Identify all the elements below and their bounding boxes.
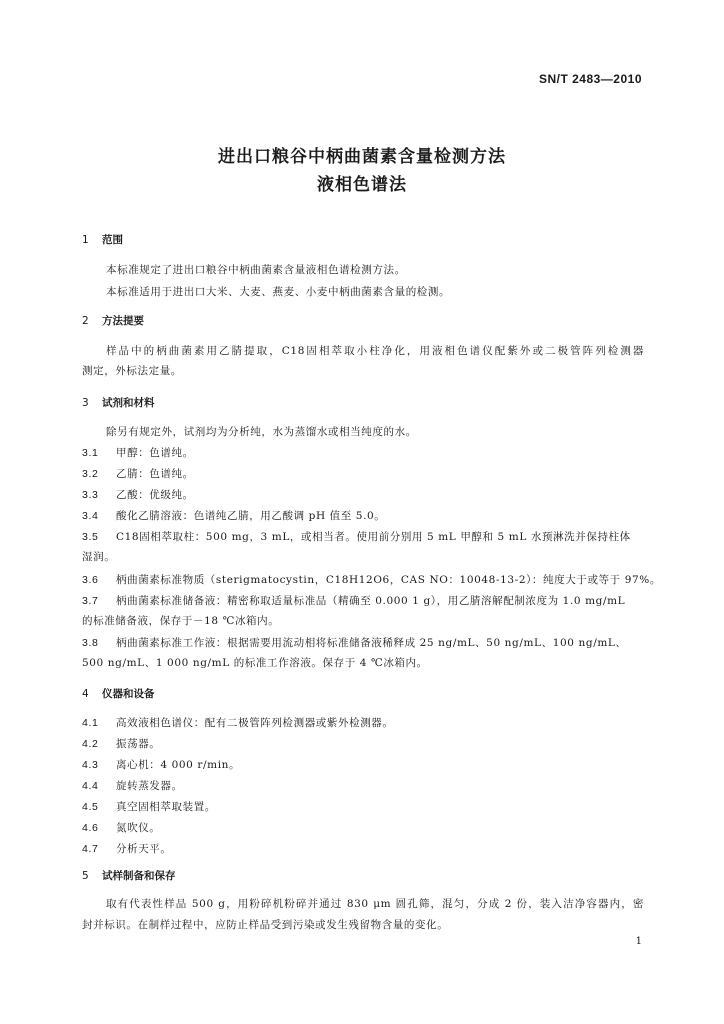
item-number: 3.7: [82, 595, 99, 607]
section-title: 范围: [102, 234, 123, 246]
section-heading-scope: [82, 232, 123, 247]
section-title: 仪器和设备: [102, 688, 155, 700]
item-number: 4.6: [82, 822, 99, 834]
paragraph-reagent-intro: 除另有规定外，试剂均为分析纯，水为蒸馏水或相当纯度的水。: [106, 426, 417, 438]
document-subtitle: 液相色谱法: [317, 175, 407, 195]
item-text: 柄曲菌素标准物质（sterigmatocystin，C18H12O6，CAS NO：10048-13-2）：纯度大于或等于 97%。: [116, 574, 661, 586]
item-text: 乙腈：色谱纯。: [116, 468, 194, 480]
page-number: 1: [635, 936, 642, 947]
item-number: 3.5: [82, 531, 99, 543]
instrument-item: [82, 757, 644, 772]
item-number: 3.3: [82, 489, 99, 501]
paragraph-method-line-2: 测定，外标法定量。: [82, 365, 182, 377]
section-heading-sample-prep: [82, 868, 176, 883]
reagent-item: [82, 466, 644, 481]
instrument-item: [82, 778, 644, 793]
item-text: 旋转蒸发器。: [116, 780, 183, 792]
item-number: 4.3: [82, 759, 99, 771]
item-number: 3.1: [82, 447, 99, 459]
section-title: 方法提要: [102, 315, 144, 327]
paragraph-sample-line-2: 封并标识。在制样过程中，应防止样品受到污染或发生残留物含量的变化。: [82, 919, 449, 931]
document-title: 进出口粮谷中柄曲菌素含量检测方法: [218, 147, 506, 167]
reagent-item: [82, 635, 644, 650]
section-number: 4: [82, 688, 89, 700]
item-text: 分析天平。: [116, 843, 172, 855]
item-number: 4.1: [82, 717, 99, 729]
section-title: 试剂和材料: [102, 397, 155, 409]
reagent-item: [82, 445, 644, 460]
reagent-item-continuation: 的标准储备液，保存于－18 ℃冰箱内。: [82, 615, 280, 627]
item-text: 乙酸：优级纯。: [116, 489, 194, 501]
paragraph-sample-line-1: 取有代表性样品 500 g，用粉碎机粉碎并通过 830 μm 圆孔筛，混匀，分成 2 份，装入洁净容器内，密: [106, 898, 644, 910]
item-number: 3.8: [82, 637, 99, 649]
section-number: 1: [82, 234, 89, 246]
item-text: 柄曲菌素标准工作液：根据需要用流动相将标准储备液稀释成 25 ng/mL、50 ng/mL、100 ng/mL、: [116, 637, 627, 649]
instrument-item: [82, 799, 644, 814]
reagent-item: [82, 487, 644, 502]
item-text: C18固相萃取柱：500 mg，3 mL，或相当者。使用前分别用 5 mL 甲醇和 5 mL 水预淋洗并保持柱体: [116, 531, 631, 543]
item-text: 高效液相色谱仪：配有二极管阵列检测器或紫外检测器。: [116, 717, 394, 729]
item-number: 3.2: [82, 468, 99, 480]
item-number: 4.5: [82, 801, 99, 813]
reagent-item-continuation: 湿润。: [82, 551, 116, 563]
paragraph-method-line-1: 样品中的柄曲菌素用乙腈提取，C18固相萃取小柱净化，用液相色谱仪配紫外或二极管阵列检测器: [106, 345, 644, 357]
item-text: 酸化乙腈溶液：色谱纯乙腈，用乙酸调 pH 值至 5.0。: [116, 510, 386, 522]
reagent-item: [82, 529, 644, 544]
paragraph-scope-1: 本标准规定了进出口粮谷中柄曲菌素含量液相色谱检测方法。: [106, 264, 406, 276]
item-text: 真空固相萃取装置。: [116, 801, 216, 813]
item-text: 氮吹仪。: [116, 822, 161, 834]
instrument-item: [82, 736, 644, 751]
reagent-item: [82, 572, 661, 587]
item-text: 柄曲菌素标准储备液：精密称取适量标准品（精确至 0.000 1 g），用乙腈溶解配制浓度为 1.0 mg/mL: [116, 595, 626, 607]
section-heading-reagents: [82, 395, 155, 410]
section-number: 5: [82, 870, 89, 882]
section-number: 2: [82, 315, 89, 327]
reagent-item: [82, 593, 644, 608]
instrument-item: [82, 841, 644, 856]
section-heading-method: [82, 313, 144, 328]
item-text: 甲醇：色谱纯。: [116, 447, 194, 459]
reagent-item-continuation: 500 ng/mL、1 000 ng/mL 的标准工作溶液。保存于 4 ℃冰箱内。: [82, 657, 428, 669]
item-number: 3.4: [82, 510, 99, 522]
reagent-item: [82, 508, 644, 523]
item-number: 4.4: [82, 780, 99, 792]
item-text: 离心机：4 000 r/min。: [116, 759, 241, 771]
paragraph-scope-2: 本标准适用于进出口大米、大麦、燕麦、小麦中柄曲菌素含量的检测。: [106, 286, 451, 298]
section-heading-instruments: [82, 686, 155, 701]
section-title: 试样制备和保存: [102, 870, 176, 882]
item-number: 3.6: [82, 574, 99, 586]
section-number: 3: [82, 397, 89, 409]
standard-code: SN/T 2483—2010: [538, 72, 642, 86]
item-number: 4.2: [82, 738, 99, 750]
instrument-item: [82, 715, 644, 730]
item-number: 4.7: [82, 843, 99, 855]
instrument-item: [82, 820, 644, 835]
item-text: 振荡器。: [116, 738, 161, 750]
